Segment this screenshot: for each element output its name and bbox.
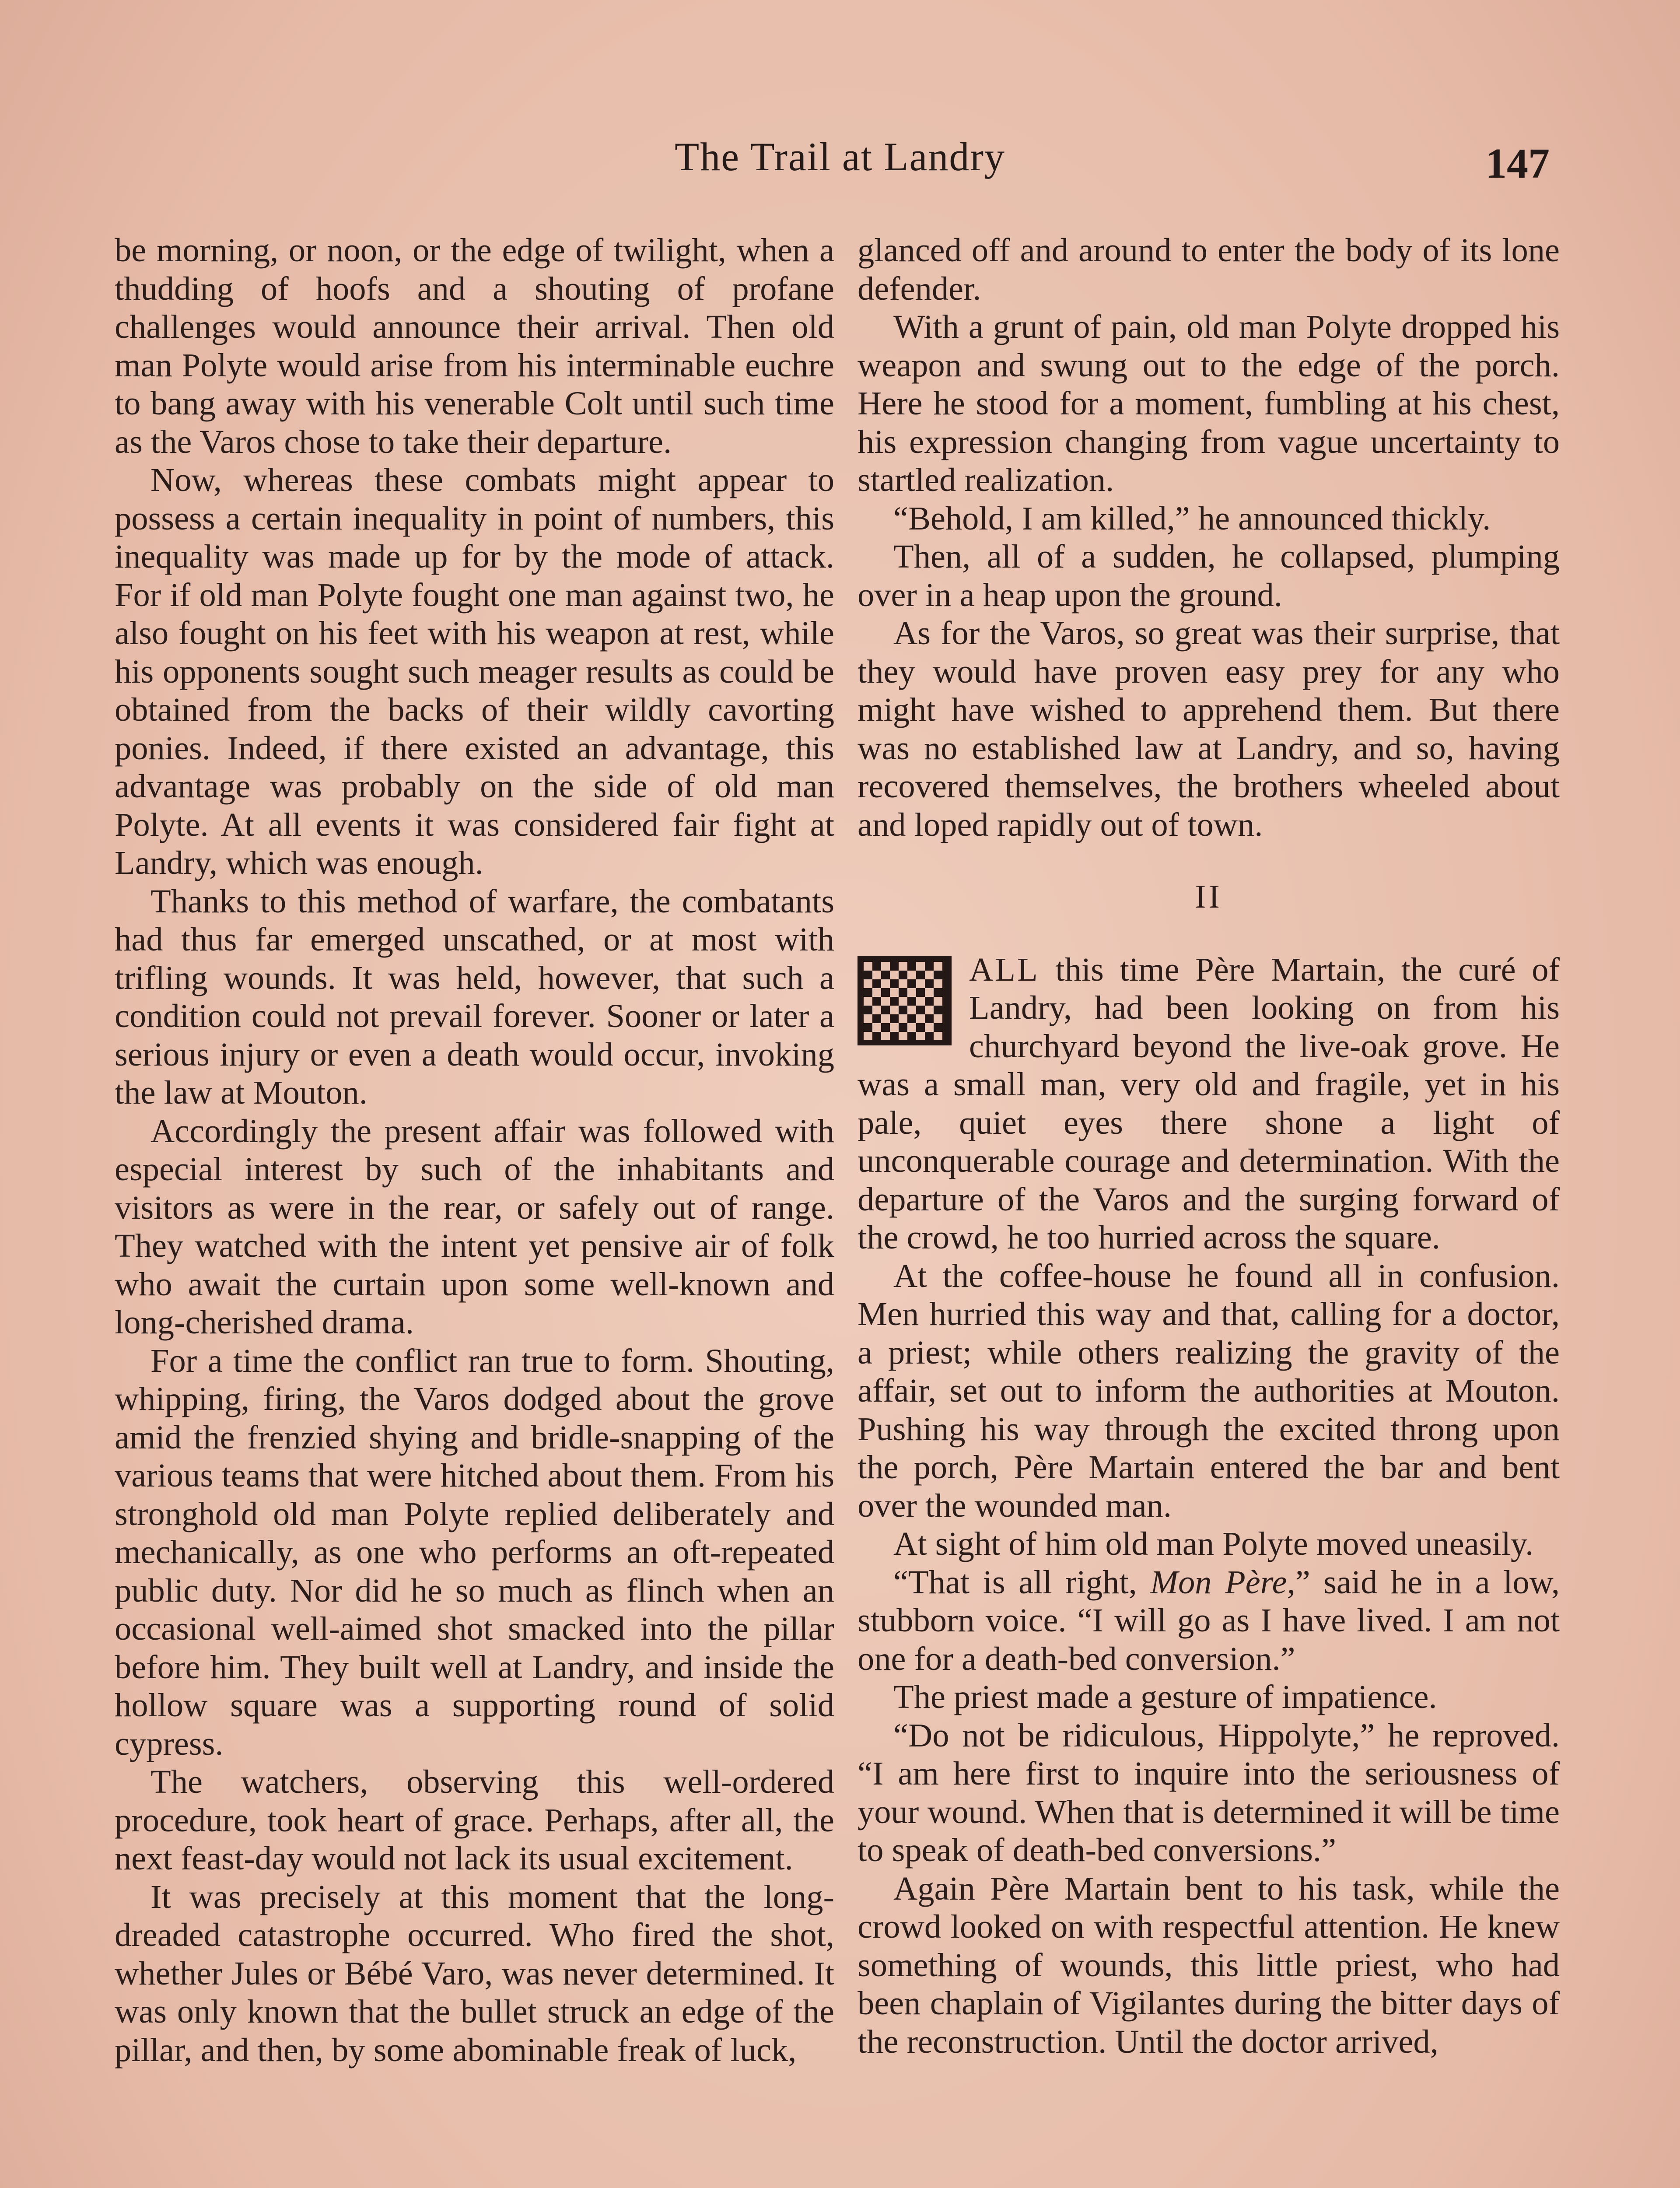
quote-end: ” said he in a low, stubborn voice. “I will go as I have lived. I am not one for a death-bed conversion.”	[858, 1563, 1560, 1677]
section-number: II	[1195, 878, 1222, 915]
paragraph: At the coffee-house he found all in confusion. Men hurried this way and that, calling for a doctor, a priest; while others realizing the gravity of the affair, set out to inform the authorities at Mouton. Pushing his way through the excited throng upon the porch, Père Martain entered the bar and bent over the wounded man.	[858, 1257, 1560, 1524]
paragraph: Then, all of a sudden, he collapsed, plumping over in a heap upon the ground.	[858, 538, 1560, 614]
paragraph: “Do not be ridiculous, Hippolyte,” he reproved. “I am here first to inquire into the seriousness of your wound. When that is determined it will be time to speak of death-bed conversions.”	[858, 1716, 1560, 1869]
left-column	[115, 231, 834, 2069]
quote-italic: Mon Père,	[1150, 1563, 1295, 1601]
paragraph: At sight of him old man Polyte moved uneasily.	[893, 1525, 1534, 1562]
paragraph: Accordingly the present affair was followed with especial interest by such of the inhabitants and visitors as were in the rear, or safely out of range. They watched with the intent yet pensive air of folk who await the curtain upon some well-known and long-cherished drama.	[115, 1112, 834, 1341]
opening-text: this time Père Martain, the curé of Landry, had been looking on from his churchyard beyond the live-oak grove. He was a small man, very old and fragile, yet in his pale, quiet eyes there shone a light of unconquerable courage and determination. With the departure of the Varos and the surging forward of the crowd, he too hurried across the square.	[858, 950, 1560, 1256]
paragraph: As for the Varos, so great was their surprise, that they would have proven easy prey for any who might have wished to apprehend them. But there was no established law at Landry, and so, having recovered themselves, the brothers wheeled about and loped rapidly out of town.	[858, 614, 1560, 843]
paragraph: glanced off and around to enter the body of its lone defender.	[858, 231, 1560, 307]
opening-caps: ALL	[969, 950, 1040, 988]
paragraph: It was precisely at this moment that the long-dreaded catastrophe occurred. Who fired the shot, whether Jules or Bébé Varo, was never determined. It was only known that the bullet struck an edge of the pillar, and then, by some abominable freak of luck,	[115, 1878, 834, 2069]
quote-paragraph	[858, 1563, 1560, 1678]
opening-paragraph	[858, 950, 1560, 1257]
paragraph: The watchers, observing this well-ordered procedure, took heart of grace. Perhaps, after all, the next feast-day would not lack its usual excitement.	[115, 1763, 834, 1877]
right-column	[858, 231, 1560, 2061]
paragraph: The priest made a gesture of impatience.	[893, 1678, 1437, 1715]
paragraph: For a time the conflict ran true to form. Shouting, whipping, firing, the Varos dodged about the grove amid the frenzied shying and bridle-snapping of the various teams that were hitched about them. From his stronghold old man Polyte replied deliberately and mechanically, as one who performs an oft-repeated public duty. Nor did he so much as flinch when an occasional well-aimed shot smacked into the pillar before him. They built well at Landry, and inside the hollow square was a supporting round of solid cypress.	[115, 1342, 834, 1762]
paragraph: Thanks to this method of warfare, the combatants had thus far emerged unscathed, or at most with trifling wounds. It was held, however, that such a condition could not prevail forever. Sooner or later a serious injury or even a death would occur, invoking the law at Mouton.	[115, 882, 834, 1111]
checkered-ornament-icon	[858, 956, 952, 1045]
paragraph: Now, whereas these combats might appear to possess a certain inequality in point of numbers, this inequality was made up for by the mode of attack. For if old man Polyte fought one man against two, he also fought on his feet with his weapon at rest, while his opponents sought such meager results as could be obtained from the backs of their wildly cavorting ponies. Indeed, if there existed an advantage, this advantage was probably on the side of old man Polyte. At all events it was considered fair fight at Landry, which was enough.	[115, 461, 834, 881]
page-number: 147	[1485, 140, 1550, 187]
paragraph: With a grunt of pain, old man Polyte dropped his weapon and swung out to the edge of the porch. Here he stood for a moment, fumbling at his chest, his expression changing from vague uncertainty to startled realization.	[858, 308, 1560, 498]
paragraph: “Behold, I am killed,” he announced thickly.	[893, 499, 1491, 537]
paragraph: Again Père Martain bent to his task, while the crowd looked on with respectful attention. He knew something of wounds, this little priest, who had been chaplain of Vigilantes during the bitter days of the reconstruction. Until the doctor arrived,	[858, 1869, 1560, 2060]
quote-start: “That is all right,	[893, 1563, 1151, 1601]
running-title: The Trail at Landry	[675, 134, 1005, 179]
paragraph: be morning, or noon, or the edge of twilight, when a thudding of hoofs and a shouting of profane challenges would announce their arrival. Then old man Polyte would arise from his interminable euchre to bang away with his venerable Colt until such time as the Varos chose to take their departure.	[115, 231, 834, 460]
